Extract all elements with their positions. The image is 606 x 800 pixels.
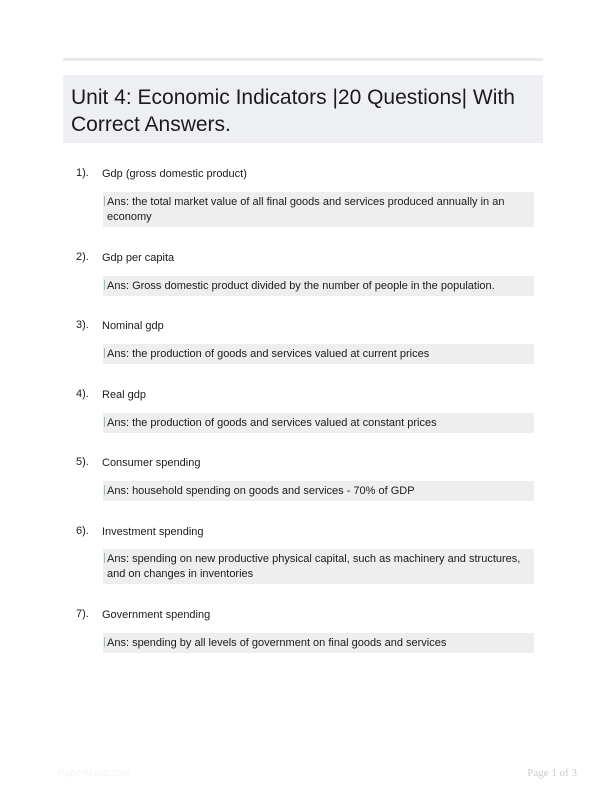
- answer-marker: [104, 196, 105, 206]
- answer-marker: [104, 348, 105, 358]
- question-number: 4).: [76, 388, 89, 400]
- answer-marker: [104, 417, 105, 427]
- answer-box: [103, 192, 534, 227]
- answer-box: [103, 344, 534, 364]
- page-title: Unit 4: Economic Indicators |20 Questions| With Correct Answers.: [71, 86, 515, 136]
- answer-text: Ans: Gross domestic product divided by the number of people in the population.: [107, 280, 495, 292]
- answer-text: Ans: the total market value of all final goods and services produced annually in an economy: [107, 196, 505, 223]
- watermark-text: PaperMatic.com: [58, 768, 131, 779]
- answer-text: Ans: the production of goods and services valued at current prices: [107, 348, 430, 360]
- page-indicator: Page 1 of 3: [527, 767, 577, 779]
- question-number: 2).: [76, 251, 89, 263]
- answer-box: [103, 549, 534, 584]
- question-number: 5).: [76, 456, 89, 468]
- question-text: Nominal gdp: [102, 320, 164, 332]
- question-number: 6).: [76, 525, 89, 537]
- question-number: 3).: [76, 319, 89, 331]
- answer-box: [103, 633, 534, 653]
- question-number: 1).: [76, 167, 89, 179]
- answer-marker: [104, 280, 105, 290]
- question-text: Government spending: [102, 609, 211, 621]
- question-text: Investment spending: [102, 526, 204, 538]
- answer-box: [103, 276, 534, 296]
- answer-marker: [104, 637, 105, 647]
- question-text: Gdp (gross domestic product): [102, 168, 247, 180]
- question-text: Gdp per capita: [102, 252, 175, 264]
- title-banner: [63, 75, 543, 143]
- answer-text: Ans: the production of goods and services valued at constant prices: [107, 417, 437, 429]
- answer-text: Ans: spending on new productive physical capital, such as machinery and structures, and on changes in inventories: [107, 553, 521, 580]
- answer-marker: [104, 553, 105, 563]
- answer-box: [103, 481, 534, 501]
- question-text: Consumer spending: [102, 457, 201, 469]
- answer-box: [103, 413, 534, 433]
- answer-marker: [104, 485, 105, 495]
- question-text: Real gdp: [102, 389, 147, 401]
- question-number: 7).: [76, 608, 89, 620]
- answer-text: Ans: household spending on goods and services - 70% of GDP: [107, 485, 415, 497]
- answer-text: Ans: spending by all levels of government on final goods and services: [107, 637, 447, 649]
- top-divider: [63, 58, 543, 61]
